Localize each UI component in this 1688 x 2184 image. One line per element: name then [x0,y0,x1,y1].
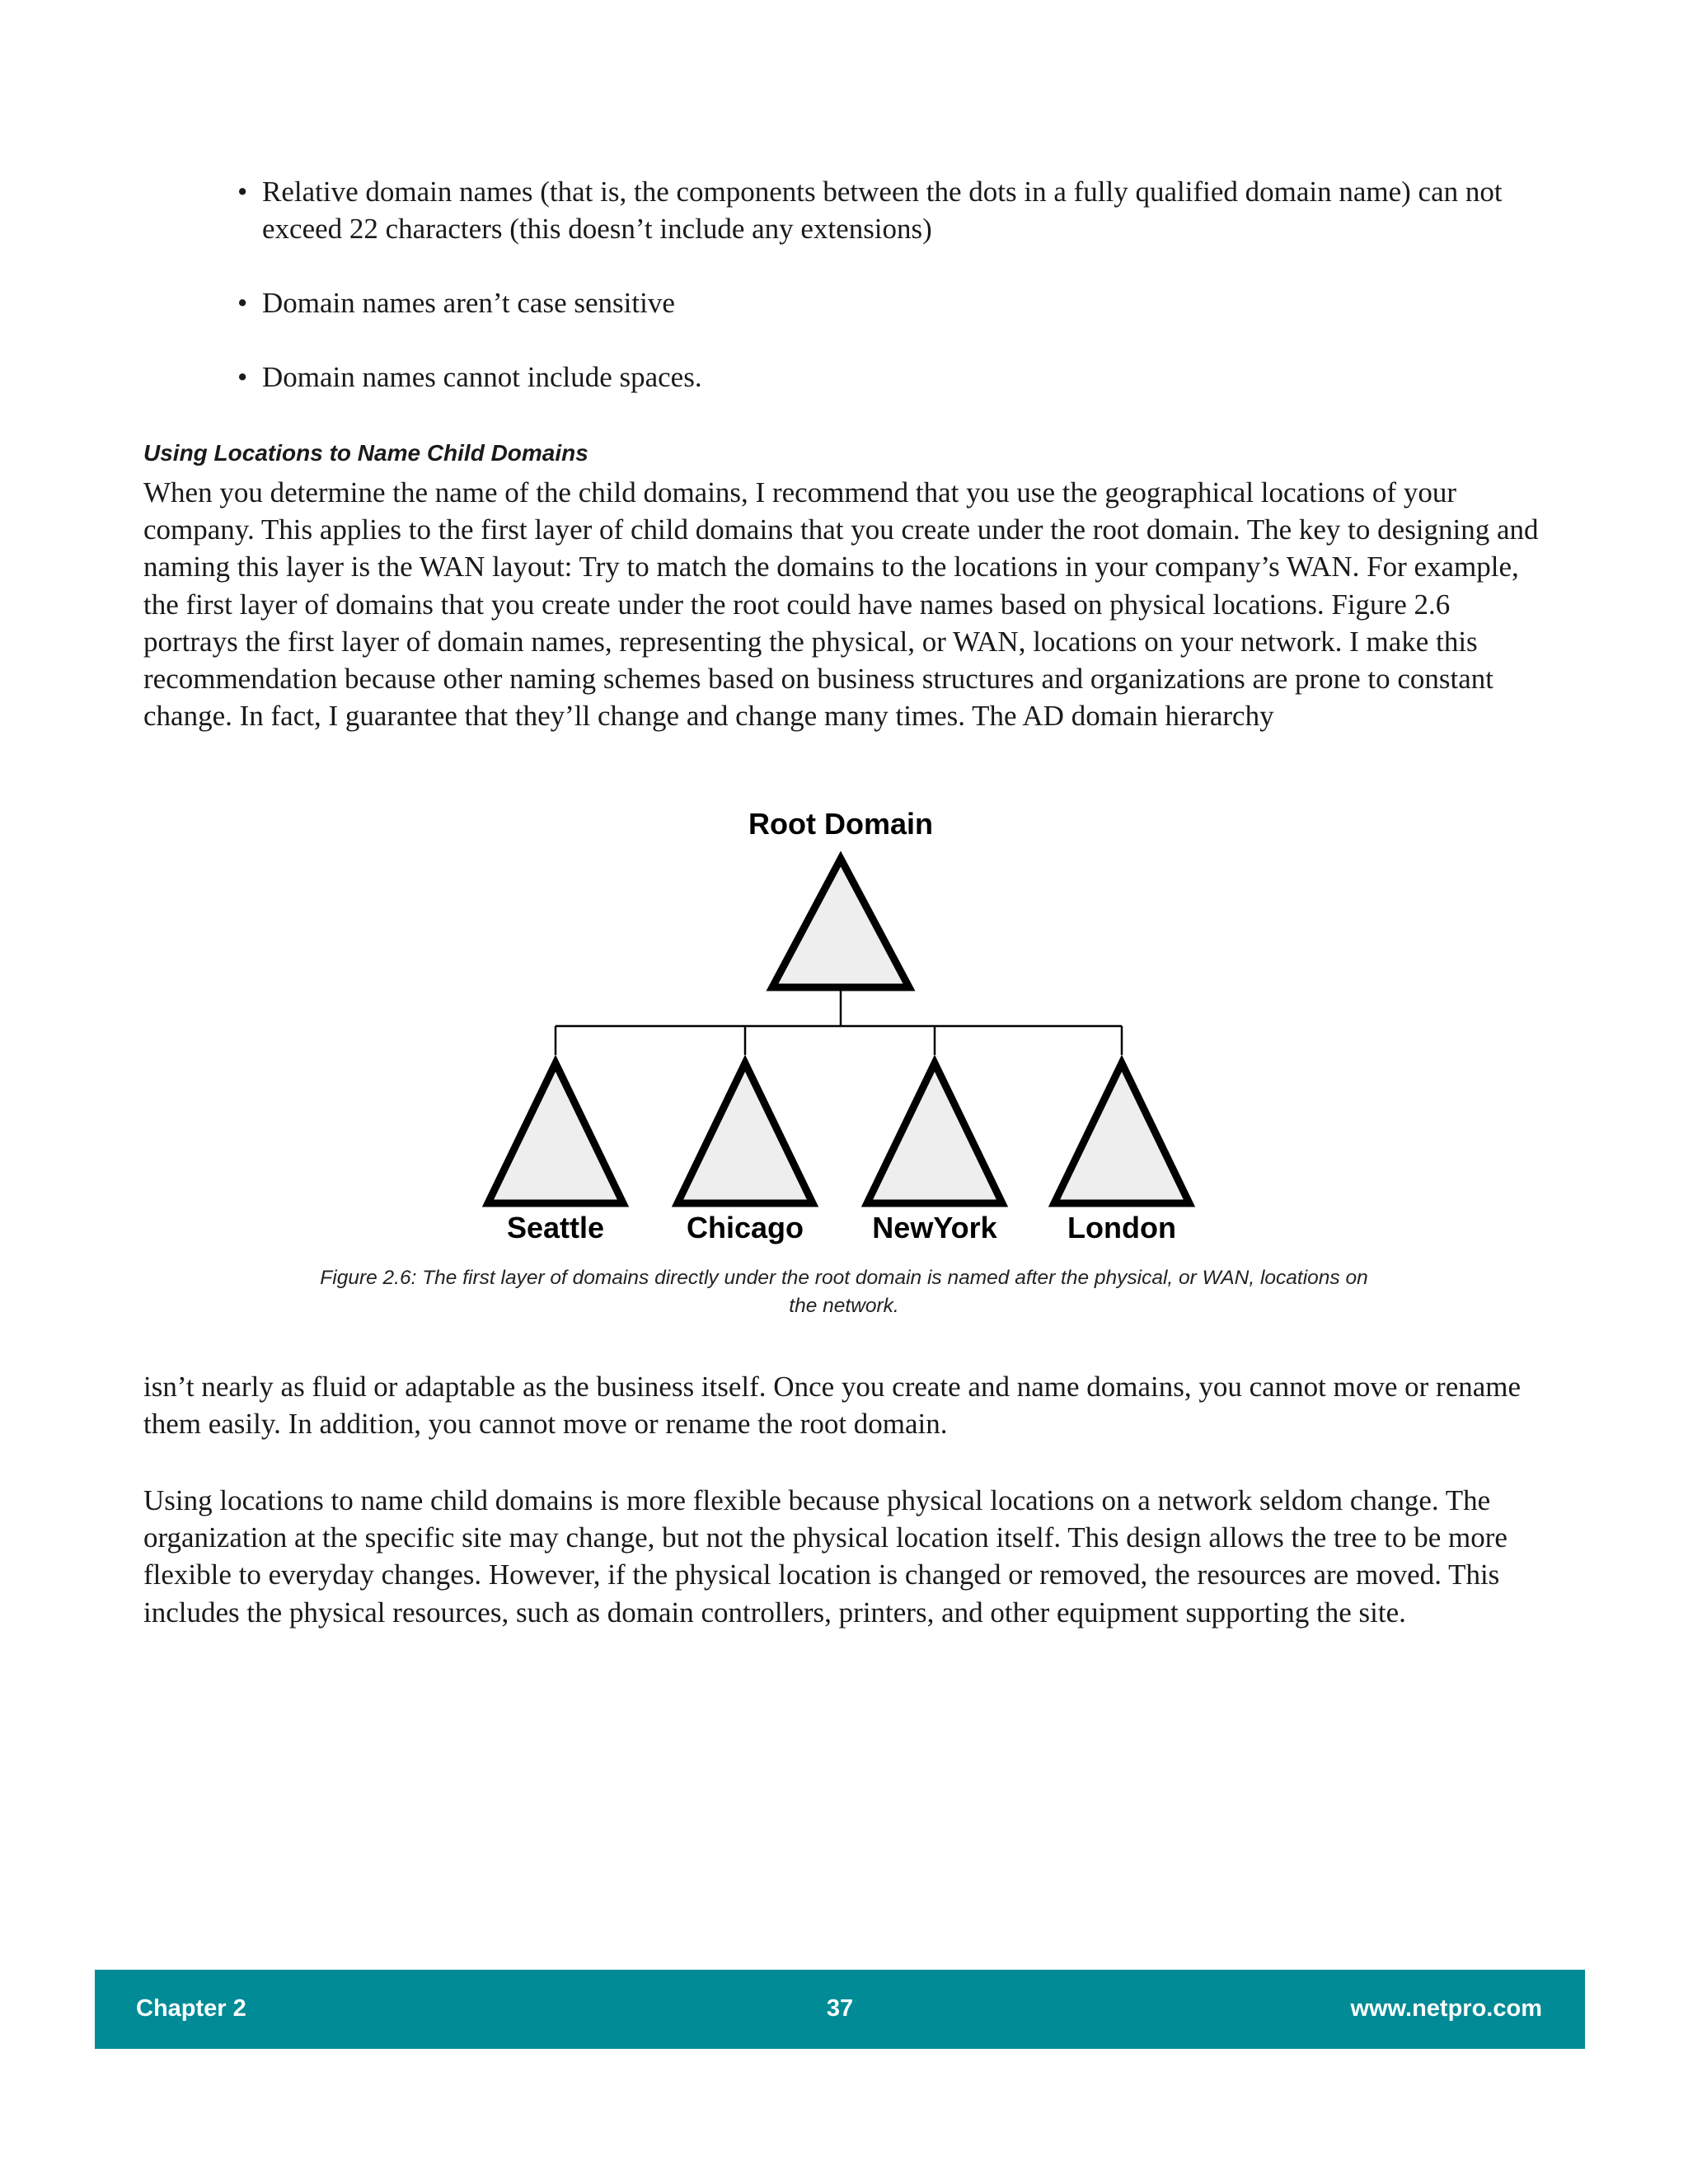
connector-lines [556,987,1122,1055]
london-domain-triangle [1054,1063,1189,1203]
page-footer [95,1970,1585,2049]
bullet-item [237,359,1540,396]
bullet-text: Domain names aren’t case sensitive [262,287,675,319]
bullet-icon: • [237,287,248,319]
root-domain-label: Root Domain [748,807,933,841]
bullet-list [237,173,1540,433]
london-label: London [1067,1211,1176,1244]
diagram-graphic [462,791,1203,1253]
body-paragraph: isn’t nearly as fluid or adaptable as the business itself. Once you create and name domains, you cannot move or rename them easily. In addition, you cannot move or rename the root domain. [143,1371,1522,1441]
bullet-item [237,284,1540,321]
body-paragraph: Using locations to name child domains is more flexible because physical locations on a network seldom change. The organization at the specific site may change, but not the physical location itself. This design allows the tree to be more flexible to everyday changes. However, if the physical location is changed or removed, the resources are moved. This includes the physical resources, such as domain controllers, printers, and other equipment supporting the site. [143,1484,1507,1629]
body-paragraph: When you determine the name of the child domains, I recommend that you use the geographical locations of your company. This applies to the first layer of child domains that you create under the root domain. The key to designing and naming this layer is the WAN layout: Try to match the domains to the locations in your company’s WAN. For example, the first layer of domains that you create under the root could have names based on physical locations. Figure 2.6 portrays the first layer of domain names, representing the physical, or WAN, locations on your network. I make this recommendation because other naming schemes based on business structures and organizations are prone to constant change. In fact, I guarantee that they’ll change and change many times. The AD domain hierarchy [143,476,1539,733]
seattle-label: Seattle [506,1211,605,1244]
section-heading: Using Locations to Name Child Domains [143,440,588,466]
newyork-label: NewYork [872,1211,997,1244]
bullet-icon: • [237,361,248,393]
footer-page-number: 37 [826,1995,854,2022]
newyork-domain-triangle [867,1063,1002,1203]
seattle-domain-triangle [488,1063,623,1203]
footer-chapter: Chapter 2 [136,1995,246,2022]
bullet-icon: • [237,176,248,208]
bullet-item [237,173,1540,247]
root-domain-triangle [772,859,909,987]
bullet-text: Domain names cannot include spaces. [262,361,702,393]
domain-triangles [488,859,1189,1203]
bullet-text: Relative domain names (that is, the components between the dots in a fully qualified domain name) can not exceed 22 characters (this doesn’t include any extensions) [262,176,1503,245]
domain-hierarchy-diagram [462,791,1203,1253]
chicago-domain-triangle [678,1063,813,1203]
footer-website-link[interactable]: www.netpro.com [1350,1995,1542,2022]
chicago-label: Chicago [686,1211,804,1244]
figure-caption: Figure 2.6: The first layer of domains directly under the root domain is named after the physical, or WAN, locations on the network. [320,1267,1368,1317]
